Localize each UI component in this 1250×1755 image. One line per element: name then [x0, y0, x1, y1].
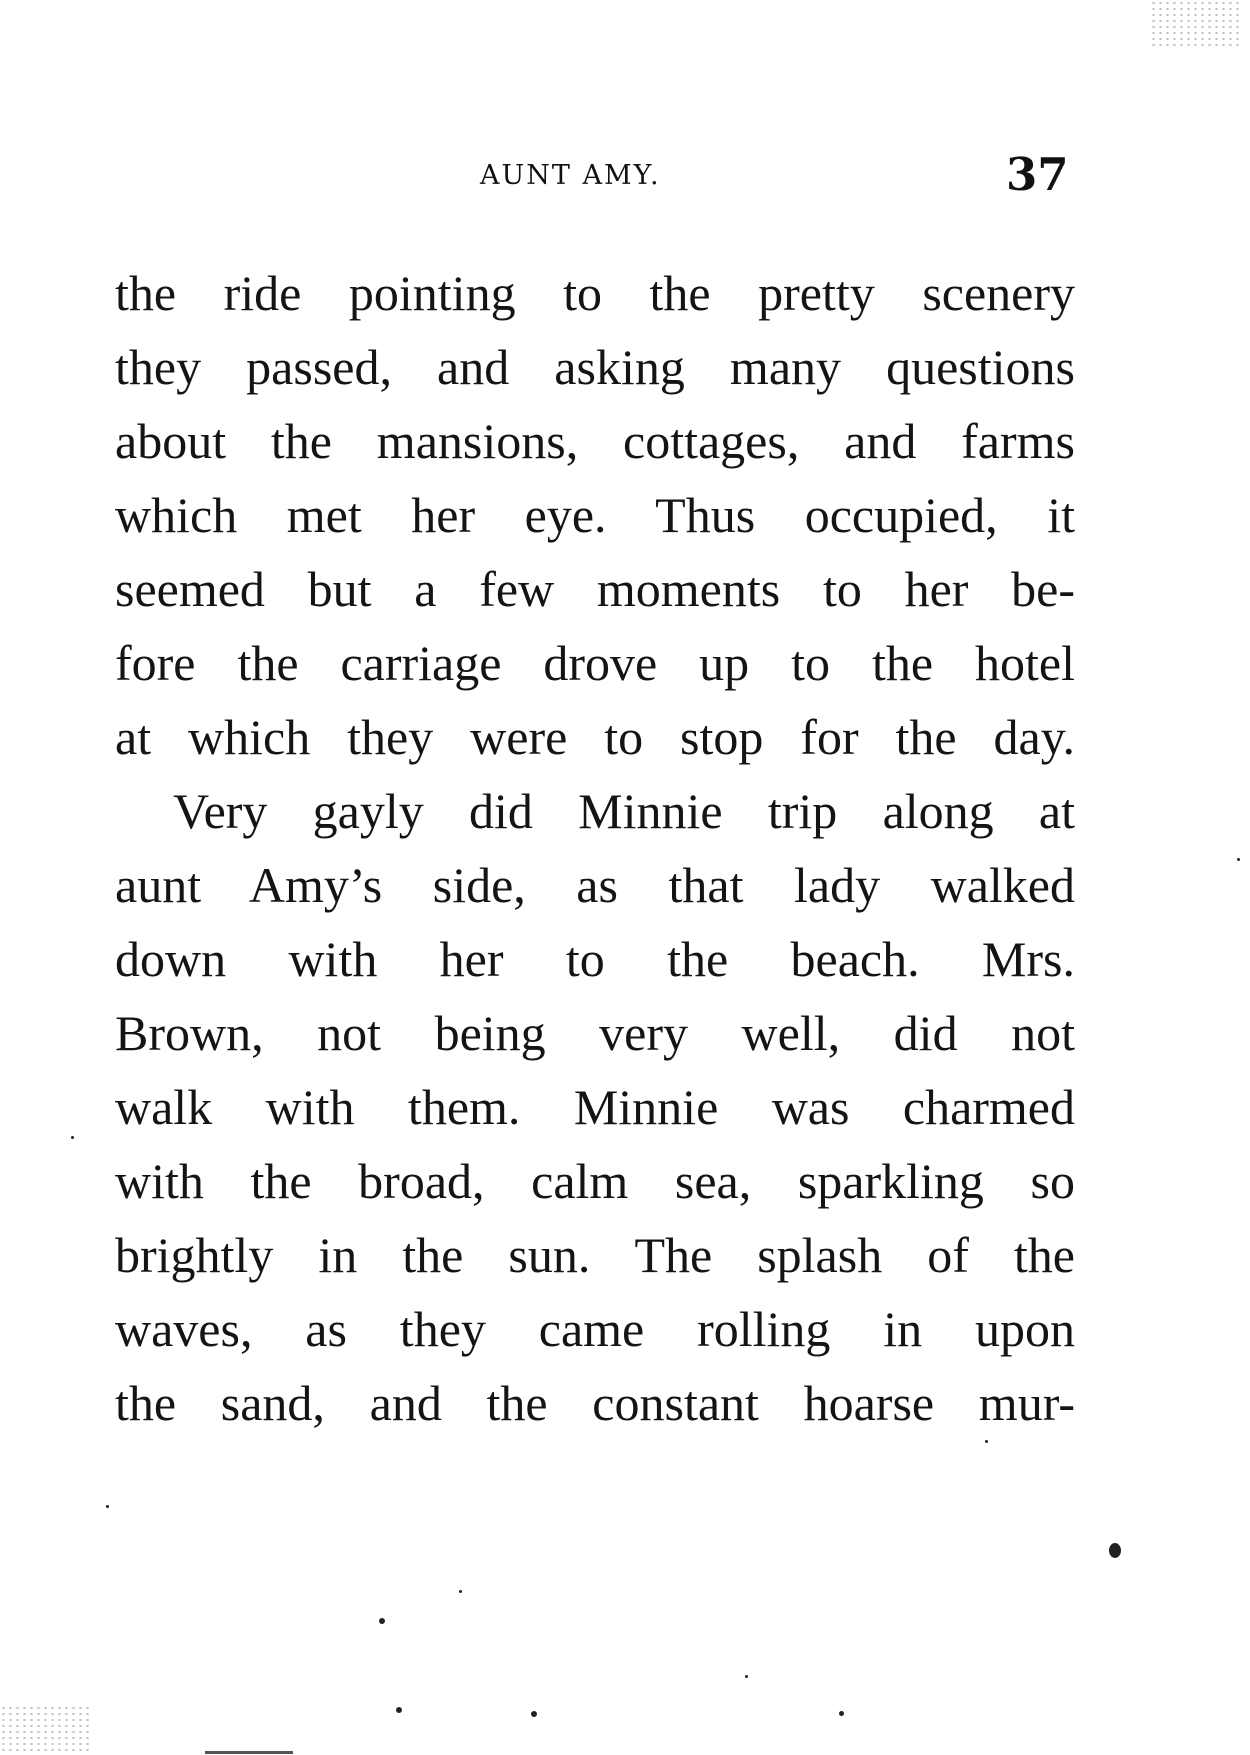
ink-speck [839, 1711, 844, 1716]
text-line: fore the carriage drove up to the hotel [115, 635, 1075, 691]
print-speckle-top-right [1150, 0, 1240, 50]
ink-speck [71, 1136, 74, 1139]
text-line: aunt Amy’s side, as that lady walked [115, 857, 1075, 913]
text-line: about the mansions, cottages, and farms [115, 413, 1075, 469]
text-line: which met her eye. Thus occupied, it [115, 487, 1075, 543]
text-line: the ride pointing to the pretty scenery [115, 265, 1075, 321]
text-line: seemed but a few moments to her be- [115, 561, 1075, 617]
ink-speck [379, 1618, 385, 1624]
text-line: the sand, and the constant hoarse mur- [115, 1375, 1075, 1431]
text-line: with the broad, calm sea, sparkling so [115, 1153, 1075, 1209]
text-line: at which they were to stop for the day. [115, 709, 1075, 765]
ink-speck [1109, 1543, 1121, 1558]
ink-speck [531, 1711, 537, 1717]
text-line: Brown, not being very well, did not [115, 1005, 1075, 1061]
ink-speck [396, 1707, 402, 1713]
ink-speck [1237, 858, 1240, 861]
text-line: waves, as they came rolling in upon [115, 1301, 1075, 1357]
text-line-paragraph-start: Very gayly did Minnie trip along at [173, 783, 1075, 839]
text-line: they passed, and asking many questions [115, 339, 1075, 395]
print-speckle-bottom-left [0, 1705, 90, 1755]
ink-speck [745, 1675, 748, 1678]
ink-speck [106, 1505, 109, 1508]
ink-speck [459, 1590, 462, 1593]
running-title: AUNT AMY. [480, 160, 661, 191]
bottom-rule-fragment [205, 1751, 293, 1754]
page-number: 37 [1006, 148, 1069, 201]
ink-speck [985, 1440, 988, 1443]
body-text [115, 256, 1075, 1440]
text-line: walk with them. Minnie was charmed [115, 1079, 1075, 1135]
text-line: down with her to the beach. Mrs. [115, 931, 1075, 987]
running-head [0, 148, 1250, 228]
text-line: brightly in the sun. The splash of the [115, 1227, 1075, 1283]
